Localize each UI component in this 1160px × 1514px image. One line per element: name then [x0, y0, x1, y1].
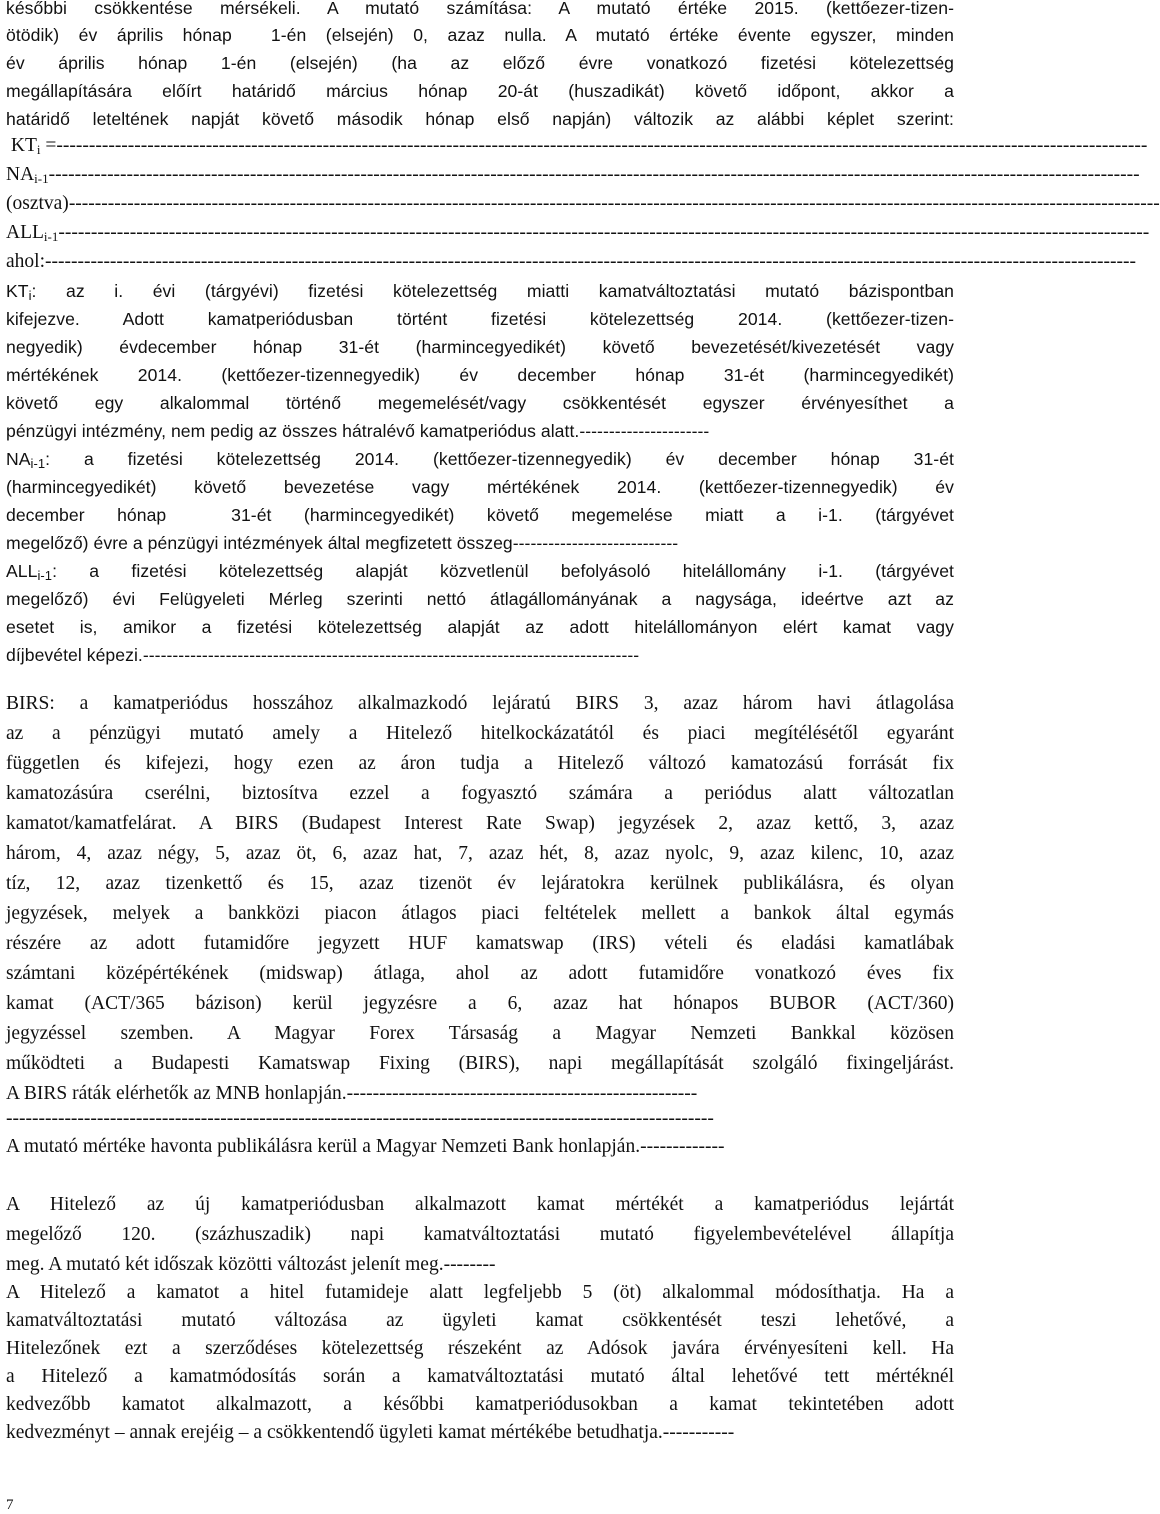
text-line: kamatozásúra cserélni, biztosítva ezzel a fogyasztó számára a periódus alatt változatlan — [6, 783, 954, 804]
text-line: kifejezve. Adott kamatperiódusban történt fizetési kötelezettség 2014. (kettőezer-tizen- — [6, 309, 954, 329]
text-line: későbbi csökkentése mérsékeli. A mutató számítása: A mutató értéke 2015. (kettőezer-tizen- — [6, 0, 954, 18]
text-line: ötödik) év április hónap 1-én (elsején) 0, azaz nulla. A mutató értéke évente egyszer, minden — [6, 25, 954, 45]
text-line: (harmincegyedikét) követő bevezetése vagy mértékének 2014. (kettőezer-tizennegyedik) év — [6, 477, 954, 497]
text-line: megelőző) évre a pénzügyi intézmények által megfizetett összeg---------------------------- — [6, 533, 679, 553]
text-line: díjbevétel képezi.------------------------------------------------------------------------------------ — [6, 645, 640, 665]
text-line: jegyzéssel szemben. A Magyar Forex Társaság a Magyar Nemzeti Bankkal közösen — [6, 1023, 954, 1044]
text-line: részére az adott futamidőre jegyzett HUF kamatswap (IRS) vételi és eladási kamatlábak — [6, 933, 954, 954]
separator-line: ------------------------------------------------------------------------------------------------------------- — [6, 1108, 714, 1129]
text-line: év április hónap 1-én (elsején) (ha az előző évre vonatkozó fizetési kötelezettség — [6, 53, 954, 73]
text-line: kedvezményt – annak erejéig – a csökkentendő ügyleti kamat mértékébe betudhatja.----------- — [6, 1422, 735, 1443]
text-line: megelőző 120. (százhuszadik) napi kamatváltoztatási mutató figyelembevételével állapítja — [6, 1224, 954, 1245]
text-line: a Hitelező a kamatmódosítás során a kamatváltoztatási mutató által lehetővé tett mértéknél — [6, 1366, 954, 1387]
formula-kt-line: $KT_i$ = ------------------------------------------------------------------------------------------------------------------------------------------------------------------------ — [10, 135, 1148, 157]
all-definition-line: $ALL_{i-1}$: a fizetési kötelezettség alapját közvetlenül befolyásoló hitelállomány i-1. (tárgyévet — [6, 561, 954, 583]
text-line: megelőző) évi Felügyeleti Mérleg szerinti nettó átlagállományának a nagysága, ideértve azt az — [6, 589, 954, 609]
text-line: követő egy alkalommal történő megemelését/vagy csökkentését egyszer érvényesíthet a — [6, 393, 954, 413]
formula-where-line: ahol: ------------------------------------------------------------------------------------------------------------------------------------------------------------------------ — [6, 251, 1136, 272]
na-definition-line: $NA_{i-1}$: a fizetési kötelezettség 2014. (kettőezer-tizennegyedik) év december hónap 31-ét — [6, 449, 954, 471]
text-line: Hitelezőnek ezt a szerződéses kötelezettség részeként az Adósok javára érvényesíteni kell. Ha — [6, 1338, 954, 1359]
new-period-line: A Hitelező az új kamatperiódusban alkalmazott kamat mértékét a kamatperiódus lejártát — [6, 1194, 954, 1215]
text-line: tíz, 12, azaz tizenkettő és 15, azaz tizenöt év lejáratokra kerülnek publikálásra, és olyan — [6, 873, 954, 894]
text-line: határidő leteltének napját követő második hónap első napján) változik az alábbi képlet szerint: — [6, 109, 954, 129]
text-line: negyedik) évdecember hónap 31-ét (harmincegyedikét) követő bevezetését/kivezetését vagy — [6, 337, 954, 357]
text-line: pénzügyi intézmény, nem pedig az összes hátralévő kamatperiódus alatt.---------------------- — [6, 421, 710, 441]
text-line: kamatváltoztatási mutató változása az ügyleti kamat csökkentését teszi lehetővé, a — [6, 1310, 954, 1331]
text-line: A BIRS ráták elérhetők az MNB honlapján.------------------------------------------------------ — [6, 1083, 698, 1104]
text-line: független és kifejezi, hogy ezen az áron tudja a Hitelező változó kamatozású forrását fix — [6, 753, 954, 774]
birs-line: BIRS: a kamatperiódus hosszához alkalmazkodó lejáratú BIRS 3, azaz három havi átlagolása — [6, 693, 954, 714]
text-line: megállapítására előírt határidő március hónap 20-át (huszadikát) követő időpont, akkor a — [6, 81, 954, 101]
page-number: 7 — [6, 1497, 14, 1513]
text-line: három, 4, azaz négy, 5, azaz öt, 6, azaz hat, 7, azaz hét, 8, azaz nyolc, 9, azaz kilenc, 10, azaz — [6, 843, 954, 864]
text-line: jegyzések, melyek a bankközi piacon átlagos piaci feltételek mellett a bankok által egymás — [6, 903, 954, 924]
formula-all-line: $ALL_{i-1}$ ------------------------------------------------------------------------------------------------------------------------------------------------------------------------ — [6, 222, 1150, 244]
text-line: számtani középértékének (midswap) átlaga, ahol az adott futamidőre vonatkozó éves fix — [6, 963, 954, 984]
formula-divide-line: (osztva) ------------------------------------------------------------------------------------------------------------------------------------------------------------------------ — [6, 193, 1160, 214]
kt-definition-line: $KT_i$: az i. évi (tárgyévi) fizetési kötelezettség miatti kamatváltoztatási mutató bázispontban — [6, 281, 954, 303]
modify-line: A Hitelező a kamatot a hitel futamideje alatt legfeljebb 5 (öt) alkalommal módosíthatja. Ha a — [6, 1282, 954, 1303]
text-line: működteti a Budapesti Kamatswap Fixing (BIRS), napi megállapítását szolgáló fixingeljárást. — [6, 1053, 954, 1074]
text-line: az a pénzügyi mutató amely a Hitelező hitelkockázatától és piaci megítélésétől egyaránt — [6, 723, 954, 744]
text-line: kamatot/kamatfelárat. A BIRS (Budapest Interest Rate Swap) jegyzések 2, azaz kettő, 3, azaz — [6, 813, 954, 834]
text-line: december hónap 31-ét (harmincegyedikét) követő megemelése miatt a i-1. (tárgyévet — [6, 505, 954, 525]
text-line: meg. A mutató két időszak közötti változást jelenít meg.-------- — [6, 1254, 496, 1275]
formula-na-line: $NA_{i-1}$ ------------------------------------------------------------------------------------------------------------------------------------------------------------------------ — [6, 164, 1140, 186]
text-line: esetet is, amikor a fizetési kötelezettség alapját az adott hitelállományon elért kamat vagy — [6, 617, 954, 637]
text-line: kamat (ACT/365 bázison) kerül jegyzésre a 6, azaz hat hónapos BUBOR (ACT/360) — [6, 993, 954, 1014]
mnb-publication-line: A mutató mértéke havonta publikálásra kerül a Magyar Nemzeti Bank honlapján.------------- — [6, 1136, 725, 1157]
text-line: mértékének 2014. (kettőezer-tizennegyedik) év december hónap 31-ét (harmincegyedikét) — [6, 365, 954, 385]
text-line: kedvezőbb kamatot alkalmazott, a későbbi kamatperiódusokban a kamat tekintetében adott — [6, 1394, 954, 1415]
